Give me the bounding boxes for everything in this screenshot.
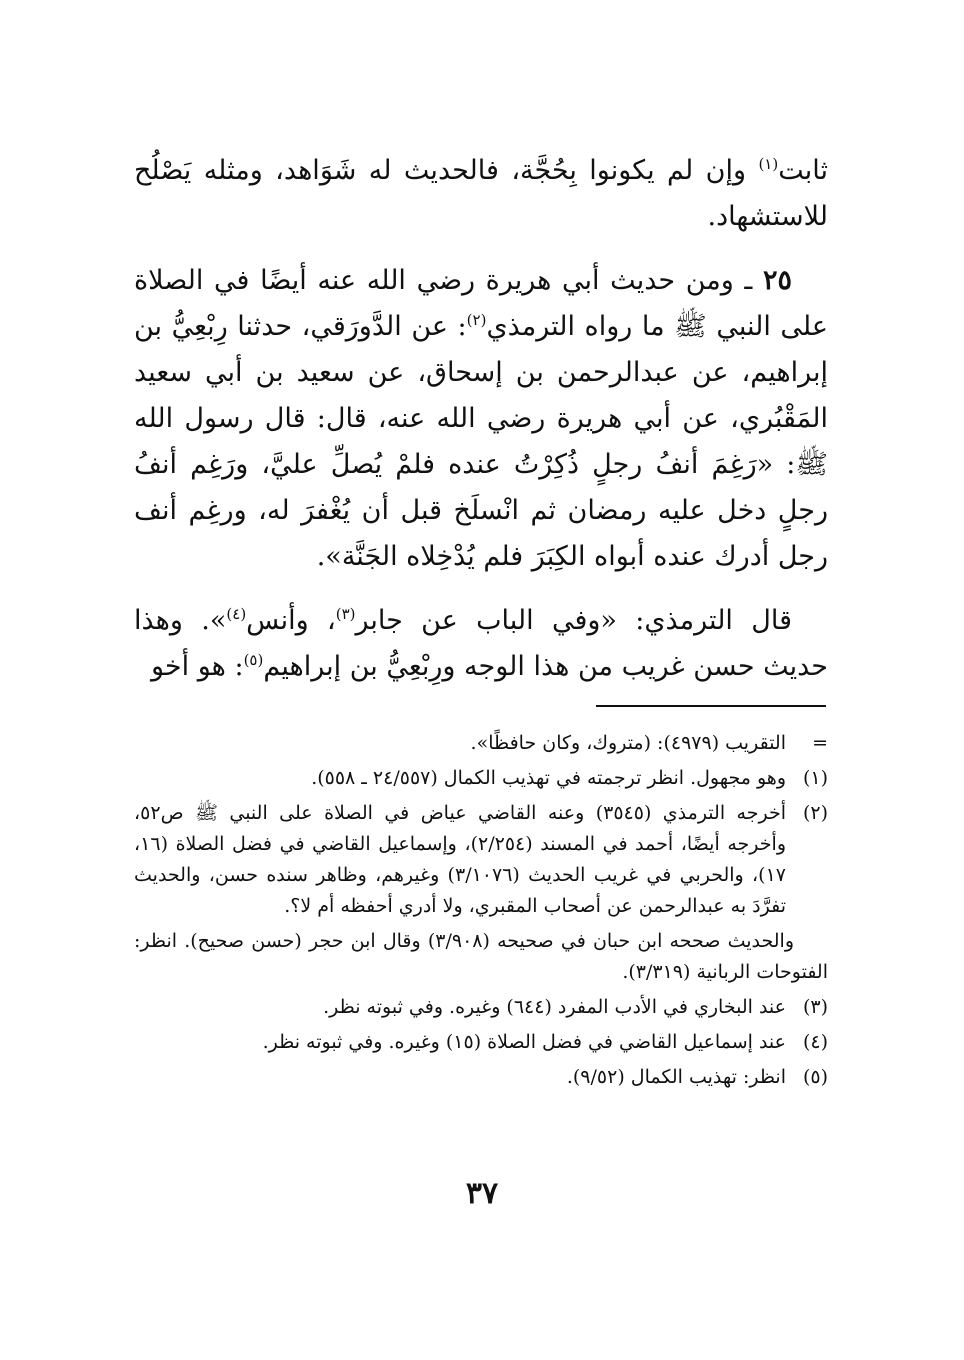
paragraph-1-text-a: ثابت — [778, 155, 828, 186]
footnote-ref-3[interactable]: (٣) — [335, 605, 356, 623]
footnote-4 — [134, 1027, 828, 1058]
footnote-4-marker: (٤) — [802, 1031, 828, 1053]
footnote-carryover-text: التقريب (٤٩٧٩): (متروك، وكان حافظًا». — [470, 732, 786, 754]
footnote-2 — [134, 798, 828, 922]
paragraph-2-text-a: ـ ومن حديث أبي هريرة رضي الله عنه أيضًا في الصلاة على النبي ﷺ ما رواه الترمذي — [134, 265, 828, 342]
paragraph-3-text-a: قال الترمذي: «وفي الباب عن جابر — [355, 605, 792, 636]
paragraph-3-text-c: ». وهذا حديث حسن غريب من هذا الوجه ورِبْعِيُّ بن إبراهيم — [134, 605, 828, 682]
paragraph-3-text-b: ، وأنس — [246, 605, 336, 636]
footnote-ref-5[interactable]: (٥) — [243, 651, 264, 669]
footnote-3 — [134, 992, 828, 1023]
footnote-2-text: أخرجه الترمذي (٣٥٤٥) وعنه القاضي عياض في الصلاة على النبي ﷺ ص٥٢، وأخرجه أيضًا، أحمد في المسند (٢/٢٥٤)، وإسماعيل القاضي في فضل الصلاة (١٦، ١٧)، والحربي في غريب الحديث (٣/١٠٧٦) وغيرهم، وظاهر سنده حسن، والحديث تفرَّدَ به عبدالرحمن عن أصحاب المقبري، ولا أدري أحفظه أم لا؟. — [134, 802, 786, 917]
paragraph-3-text-d: : هو أخو — [150, 651, 244, 682]
footnote-1-marker: (١) — [802, 767, 828, 789]
page-number: ٣٧ — [465, 1176, 499, 1211]
footnote-ref-4[interactable]: (٤) — [226, 605, 247, 623]
footnote-carryover-marker: = — [812, 732, 828, 754]
footnote-2-continuation-text: والحديث صححه ابن حبان في صحيحه (٣/٩٠٨) وقال ابن حجر (حسن صحيح). انظر: الفتوحات الربانية (٣/٣١٩). — [134, 930, 828, 983]
footnote-5-text: انظر: تهذيب الكمال (٩/٥٢). — [566, 1066, 786, 1088]
paragraph-3 — [134, 598, 828, 690]
paragraph-2-text-b: : عن الدَّورَقي، حدثنا رِبْعِيُّ بن إبراهيم، عن عبدالرحمن بن إسحاق، عن سعيد بن أبي سعيد المَقْبُري، عن أبي هريرة رضي الله عنه، قال: قال رسول الله ﷺ: «رَغِمَ أنفُ رجلٍ ذُكِرْتُ عنده فلمْ يُصلِّ عليَّ، ورَغِم أنفُ رجلٍ دخل عليه رمضان ثم انْسلَخ قبل أن يُغْفرَ له، ورغِم أنف رجل أدرك عنده أبواه الكِبَرَ فلم يُدْخِلاه الجَنَّة». — [134, 311, 828, 572]
paragraph-1 — [134, 148, 828, 240]
footnote-ref-2[interactable]: (٢) — [466, 311, 487, 329]
footnote-5 — [134, 1062, 828, 1093]
footnote-1 — [134, 763, 828, 794]
main-text — [134, 148, 828, 708]
footnote-3-marker: (٣) — [802, 996, 828, 1018]
paragraph-2 — [134, 258, 828, 580]
footnote-separator — [596, 705, 826, 707]
paragraph-1-text-b: وإن لم يكونوا بِحُجَّة، فالحديث له شَوَاهد، ومثله يَصْلُح للاستشهاد. — [134, 155, 828, 232]
footnotes — [134, 728, 828, 1097]
footnote-3-text: عند البخاري في الأدب المفرد (٦٤٤) وغيره. وفي ثبوته نظر. — [323, 996, 786, 1018]
footnote-carryover — [134, 728, 828, 759]
footnote-2-marker: (٢) — [802, 802, 828, 824]
hadith-number: ٢٥ — [762, 265, 792, 296]
footnote-ref-1[interactable]: (١) — [758, 155, 779, 173]
footnote-5-marker: (٥) — [802, 1066, 828, 1088]
footnote-4-text: عند إسماعيل القاضي في فضل الصلاة (١٥) وغيره. وفي ثبوته نظر. — [262, 1031, 786, 1053]
footnote-1-text: وهو مجهول. انظر ترجمته في تهذيب الكمال (٢٤/٥٥٧ ـ ٥٥٨). — [311, 767, 786, 789]
footnote-2-continuation — [134, 926, 828, 988]
